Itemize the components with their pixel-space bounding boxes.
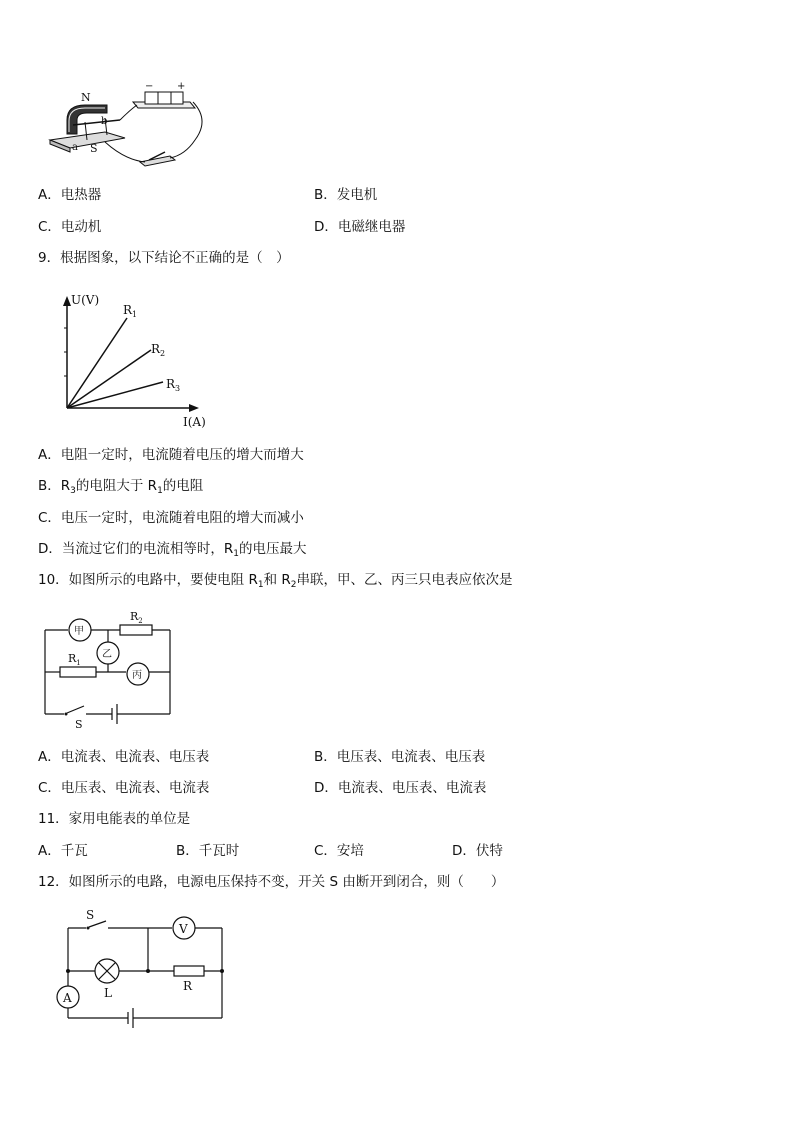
q9-r2-label: $R_2$	[151, 342, 166, 358]
q12-circuit	[50, 908, 250, 1028]
q10-option-a: A．电流表、电流表、电压表	[38, 749, 210, 765]
q9-option-d: D．当流过它们的电流相等时，$R_1$的电压最大	[38, 541, 307, 559]
q9-graph	[55, 290, 215, 430]
q11-stem: 11．家用电能表的单位是	[38, 811, 191, 827]
q8-label-a: a	[72, 142, 78, 153]
q9-option-b: B．$R_3$的电阻大于 $R_1$的电阻	[38, 478, 204, 496]
q11-option-a: A．千瓦	[38, 843, 88, 859]
q10-meter-yi: 乙	[102, 649, 112, 660]
q10-meter-jia: 甲	[74, 626, 84, 637]
q12-lamp-label: L	[104, 986, 112, 1000]
q8-option-a: A．电热器	[38, 187, 102, 203]
q9-stem: 9．根据图象，以下结论不正确的是（ ）	[38, 250, 290, 266]
q10-r2-label: $R_2$	[130, 610, 143, 625]
q8-label-minus: −	[145, 81, 154, 92]
q10-r1-label: $R_1$	[68, 652, 81, 667]
q8-option-b: B．发电机	[314, 187, 378, 203]
q12-voltmeter-label: V	[179, 922, 188, 936]
q9-option-a: A．电阻一定时，电流随着电压的增大而增大	[38, 447, 304, 463]
q8-option-d: D．电磁继电器	[314, 219, 406, 235]
q11-option-b: B．千瓦时	[176, 843, 240, 859]
q10-circuit	[40, 606, 180, 731]
q10-meter-bing: 丙	[132, 670, 142, 681]
q10-stem: 10．如图所示的电路中，要使电阻 $R_1$和 $R_2$串联，甲、乙、丙三只电表应依次是	[38, 572, 513, 590]
q12-stem: 12．如图所示的电路，电源电压保持不变，开关 S 由断开到闭合，则（ ）	[38, 874, 505, 890]
q9-option-c: C．电压一定时，电流随着电阻的增大而减小	[38, 510, 304, 526]
q9-r3-label: $R_3$	[166, 377, 181, 393]
q8-label-s: S	[90, 142, 98, 155]
q10-switch-label: S	[75, 718, 83, 731]
q11-option-d: D．伏特	[452, 843, 503, 859]
q8-motor-figure	[45, 80, 205, 170]
q8-option-c: C．电动机	[38, 219, 102, 235]
q9-x-axis-label: I(A)	[183, 415, 206, 429]
q12-ammeter-label: A	[63, 991, 72, 1005]
q9-r1-label: $R_1$	[123, 303, 138, 319]
q10-option-d: D．电流表、电压表、电流表	[314, 780, 487, 796]
q9-y-axis-label: U(V)	[71, 293, 100, 307]
q8-label-plus: +	[177, 81, 186, 92]
q10-option-c: C．电压表、电流表、电流表	[38, 780, 210, 796]
q8-label-n: N	[81, 91, 91, 104]
q11-option-c: C．安培	[314, 843, 364, 859]
q8-label-b: b	[101, 116, 108, 127]
q12-switch-label: S	[86, 908, 95, 922]
q10-option-b: B．电压表、电流表、电压表	[314, 749, 486, 765]
q12-resistor-label: R	[183, 979, 193, 993]
